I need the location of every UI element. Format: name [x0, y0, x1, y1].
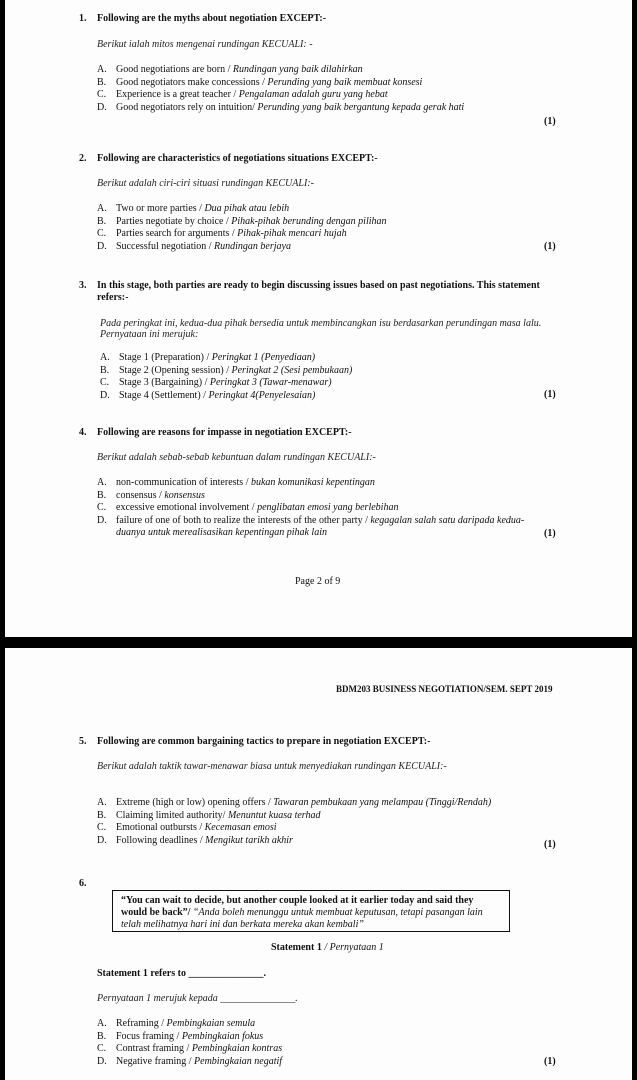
question-number: 3.: [79, 280, 87, 291]
statement-refers: Statement 1 refers to _______________.: [97, 968, 266, 979]
option-a: A. Reframing / Pembingkaian semula: [97, 1018, 256, 1029]
page-number: Page 2 of 9: [295, 576, 341, 587]
marks-label: (1): [544, 528, 556, 539]
option-d: D. failure of one of both to realize the interests of the other party / kegagalan salah satu daripada kedua-: [97, 514, 525, 526]
option-a: A. Good negotiations are born / Rundingan yang baik dilahirkan: [97, 64, 363, 75]
option-c: C. excessive emotional involvement / penglibatan emosi yang berlebihan: [97, 502, 399, 513]
option-list: [97, 203, 387, 253]
option-d: D. Negative framing / Pembingkaian negatif: [97, 1055, 283, 1067]
marks-label: (1): [544, 116, 556, 127]
option-list: [97, 477, 524, 540]
option-c: C. Stage 3 (Bargaining) / Peringkat 3 (Tawar-menawar): [100, 377, 332, 388]
option-c: C. Contrast framing / Pembingkaian kontras: [97, 1043, 283, 1054]
question-malay: Berikut ialah mitos mengenai rundingan KECUALI: -: [97, 39, 313, 50]
option-c: C. Experience is a great teacher / Pengalaman adalah guru yang hebat: [97, 89, 388, 100]
option-list: [97, 797, 491, 847]
question-malay: Berikut adalah taktik tawar-menawar biasa untuk menyediakan rundingan KECUALI:-: [97, 761, 447, 772]
marks-label: (1): [544, 241, 556, 252]
option-c: C. Parties search for arguments / Pihak-pihak mencari hujah: [97, 228, 347, 239]
statement-caption: Statement 1 / Pernyataan 1: [271, 942, 384, 953]
question-text: Following are characteristics of negotiations situations EXCEPT:-: [97, 153, 378, 164]
option-a: A. Extreme (high or low) opening offers / Tawaran pembukaan yang melampau (Tinggi/Rendah): [97, 797, 492, 808]
running-header: BDM203 BUSINESS NEGOTIATION/SEM. SEPT 2019: [336, 684, 553, 694]
question-malay: Berikut adalah sebab-sebab kebuntuan dalam rundingan KECUALI:-: [97, 452, 376, 463]
quote-english: “You can wait to decide, but another couple looked at it earlier today and said they would be back”/: [121, 895, 474, 918]
option-list: [97, 1018, 282, 1068]
option-b: B. Focus framing / Pembingkaian fokus: [97, 1030, 264, 1042]
question-malay: Berikut adalah ciri-ciri situasi rundingan KECUALI:-: [97, 178, 314, 189]
question-number: 4.: [79, 427, 87, 438]
question-number: 1.: [79, 13, 87, 24]
question-number: 6.: [79, 878, 87, 889]
option-list: [97, 64, 464, 114]
option-d: D. Stage 4 (Settlement) / Peringkat 4(Penyelesaian): [100, 389, 316, 401]
question-number: 5.: [79, 736, 87, 747]
exam-page-2: [5, 648, 632, 1080]
option-b: B. Claiming limited authority/ Menuntut kuasa terhad: [97, 809, 321, 821]
question-text: Following are common bargaining tactics to prepare in negotiation EXCEPT:-: [97, 736, 431, 747]
option-b: B. consensus / konsensus: [97, 489, 205, 501]
question-text-cont: refers:-: [97, 292, 129, 303]
option-d-cont: duanya untuk merealisasikan kepentingan pihak lain: [116, 527, 327, 538]
question-number: 2.: [79, 153, 87, 164]
option-b: B. Good negotiators make concessions / Perunding yang baik membuat konsesi: [97, 76, 423, 88]
option-list: [100, 352, 352, 402]
quote-box: [112, 890, 510, 932]
option-a: A. Two or more parties / Dua pihak atau lebih: [97, 203, 290, 214]
option-a: A. Stage 1 (Preparation) / Peringkat 1 (Penyediaan): [100, 352, 316, 363]
option-d: D. Following deadlines / Mengikut tarikh akhir: [97, 834, 293, 846]
marks-label: (1): [544, 389, 556, 400]
exam-page-1: [5, 0, 632, 637]
option-c: C. Emotional outbursts / Kecemasan emosi: [97, 822, 277, 833]
question-malay-cont: Pernyataan ini merujuk:: [100, 329, 199, 340]
option-d: D. Good negotiators rely on intuition/ Perunding yang baik bergantung kepada gerak hati: [97, 101, 465, 113]
marks-label: (1): [544, 839, 556, 850]
option-b: B. Parties negotiate by choice / Pihak-pihak berunding dengan pilihan: [97, 215, 387, 227]
question-text: Following are the myths about negotiation EXCEPT:-: [97, 13, 327, 24]
marks-label: (1): [544, 1056, 556, 1067]
statement-refers-malay: Pernyataan 1 merujuk kepada _______________.: [97, 993, 298, 1004]
question-text: Following are reasons for impasse in negotiation EXCEPT:-: [97, 427, 352, 438]
option-a: A. non-communication of interests / bukan komunikasi kepentingan: [97, 477, 375, 488]
question-malay: Pada peringkat ini, kedua-dua pihak bersedia untuk membincangkan isu berdasarkan perundingan masa lalu.: [100, 318, 542, 329]
option-b: B. Stage 2 (Opening session) / Peringkat 2 (Sesi pembukaan): [100, 364, 353, 376]
question-text: In this stage, both parties are ready to begin discussing issues based on past negotiations. This statement: [97, 280, 540, 291]
option-d: D. Successful negotiation / Rundingan berjaya: [97, 240, 291, 252]
quote-malay: “Anda boleh menunggu untuk membuat keputusan, tetapi pasangan lain telah melihatnya hari ini dan berkata mereka akan kembali”: [121, 907, 483, 930]
